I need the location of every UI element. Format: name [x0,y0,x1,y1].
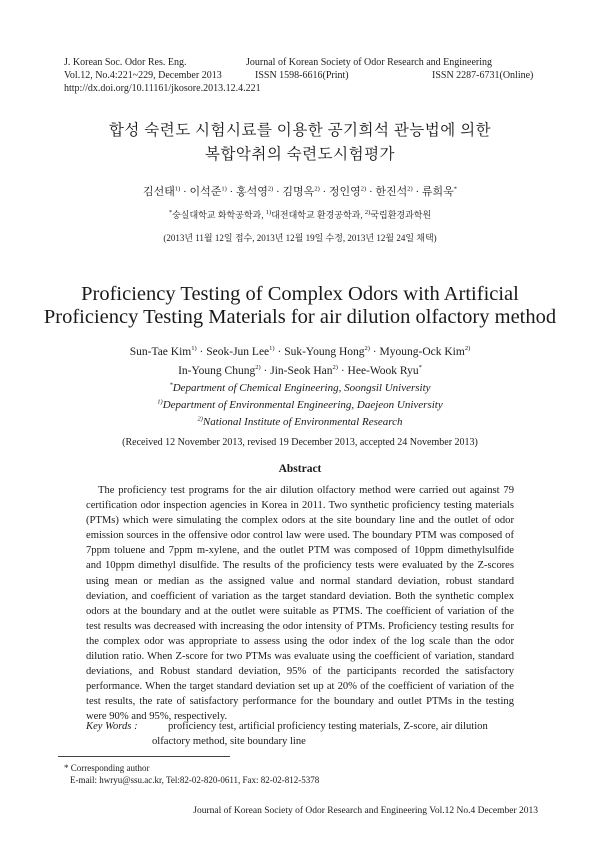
author-superscript: * [418,364,422,372]
author-separator: · [196,346,207,358]
author-name: Sun-Tae Kim [129,346,192,358]
affiliation-superscript: 1) [265,209,272,216]
keywords-line-1 [86,719,514,734]
author-separator: · [226,186,236,198]
english-received-dates: (Received 12 November 2013, revised 19 December 2013, accepted 24 November 2013) [122,437,478,448]
doi-link[interactable]: http://dx.doi.org/10.11161/jkosore.2013.12.4.221 [64,83,261,94]
author-name: 류희욱 [421,186,454,198]
author-name: Suk-Young Hong [284,346,365,358]
affiliation-name: Department of Environmental Engineering, Daejeon University [162,399,443,411]
author-separator: · [180,186,190,198]
corresponding-author-note: * Corresponding author [64,763,150,773]
author-name: 김명옥 [282,186,315,198]
author-separator: · [412,186,422,198]
korean-author-list [0,183,600,199]
journal-short-name: J. Korean Soc. Odor Res. Eng. [64,57,187,68]
author-superscript: 2) [267,185,274,193]
abstract-heading: Abstract [278,463,322,475]
abstract-body: The proficiency test programs for the air dilution olfactory method were carried out against 79 certification odor inspection agencies in Korea in 2011. Two synthetic proficiency testing materials (PTMs) which were simulating the complex odors at the site boundary line and the outlet of odor emission sources in the offensive odor control law were used. The boundary PTM was composed of 7ppm toluene and 7ppm m-xylene, and the outlet PTM was composed of 10ppm dimethylsulfide and 10ppm dimethyl disulfide. The results of the proficiency tests were evaluated by the Z-scores using mean or median as the assigned value and normal standard deviation, robust standard deviation, and coefficient of variation as the target standard deviation. Both the synthetic complex odors at the boundary and at the outlet were suitable as PTMS. The coefficient of variation of the test results was decreased with increasing the odor intensity of PTMs. Proficiency testing results for the complex odor was appropriate to assess using the odor index of the log scale than the odor dilution ratio. When Z-score for two PTMs was evaluate using the coefficient of variation, standard deviations, and Robust standard deviation, 95% of the participants recorded the satisfactory performance. When the target standard deviation set up at 20% of the coefficient of variation of the test results, the rate of satisfactory performance for the boundary and outlet PTMs in the testing were 90% and 95%, respectively. [86,485,514,723]
affiliation-name: National Institute of Environmental Research [202,416,403,428]
author-superscript: 2) [332,364,338,372]
author-superscript: 2) [360,185,367,193]
author-superscript: 1) [174,185,181,193]
affiliation-superscript: 1) [157,398,163,406]
affiliation-superscript: * [168,209,173,216]
keywords [86,719,514,749]
author-separator: · [274,346,285,358]
author-name: Myoung-Ock Kim [379,346,465,358]
author-superscript: 2) [364,345,370,353]
author-separator: · [273,186,283,198]
author-superscript: 2) [464,345,471,353]
affiliation-superscript: 2) [197,415,203,423]
keywords-label: Key Words : [86,721,138,732]
author-superscript: 1) [191,345,197,353]
affiliation-superscript: 2) [364,209,371,216]
author-separator: · [260,365,271,377]
author-superscript: 1) [269,345,275,353]
affiliation-line [0,380,600,397]
author-superscript: 2) [314,185,320,193]
author-name: 이석준 [189,186,222,198]
journal-full-name: Journal of Korean Society of Odor Research and Engineering [246,57,493,68]
author-superscript: 2) [407,185,413,193]
keywords-line-2: olfactory method, site boundary line [152,736,306,748]
korean-title-line-1: 합성 숙련도 시험시료를 이용한 공기희석 관능법에 의한 [108,122,492,139]
affiliation-name: 숭실대학교 화학공학과, [172,210,266,220]
affiliation-name: Department of Chemical Engineering, Soongsil University [172,382,431,394]
author-name: 정인영 [328,186,361,198]
keywords-text-1: proficiency test, artificial proficiency testing materials, Z-score, air dilution [168,721,488,732]
issn-online: ISSN 2287-6731(Online) [432,70,534,81]
author-name: Jin-Seok Han [270,365,333,377]
english-affiliations [0,380,600,431]
corresponding-author-contact: E-mail: hwryu@ssu.ac.kr, Tel:82-02-820-0611, Fax: 82-02-812-5378 [70,775,320,785]
author-separator: · [319,186,329,198]
korean-received-dates: (2013년 11월 12일 접수, 2013년 12월 19일 수정, 2013년 12월 24일 채택) [163,233,437,243]
author-separator: · [366,186,376,198]
english-authors-line-2 [0,362,600,380]
korean-affiliations [0,208,600,221]
author-name: 김선태 [142,186,175,198]
author-superscript: 2) [255,364,261,372]
author-separator: · [369,346,380,358]
author-superscript: 1) [221,185,227,193]
korean-title-line-2: 복합악취의 숙련도시험평가 [204,146,396,163]
footnote-divider [58,756,230,757]
issn-print: ISSN 1598-6616(Print) [255,70,349,81]
author-name: In-Young Chung [178,365,256,377]
affiliation-line [0,414,600,431]
affiliation-line [0,397,600,414]
english-authors-line-1 [0,343,600,361]
page-footer: Journal of Korean Society of Odor Research and Engineering Vol.12 No.4 December 2013 [193,806,538,816]
author-name: Seok-Jun Lee [206,346,270,358]
author-superscript: * [453,185,458,193]
english-title-line-1: Proficiency Testing of Complex Odors with Artificial [81,283,519,305]
author-separator: · [337,365,348,377]
author-name: Hee-Wook Ryu [347,365,419,377]
english-title-line-2: Proficiency Testing Materials for air dilution olfactory method [43,306,557,328]
volume-info: Vol.12, No.4:221~229, December 2013 [64,70,222,81]
affiliation-superscript: * [169,381,173,389]
author-name: 한진석 [375,186,408,198]
affiliation-name: 국립환경과학원 [370,210,432,220]
affiliation-name: 대전대학교 환경공학과, [271,210,365,220]
author-name: 홍석영 [235,186,268,198]
